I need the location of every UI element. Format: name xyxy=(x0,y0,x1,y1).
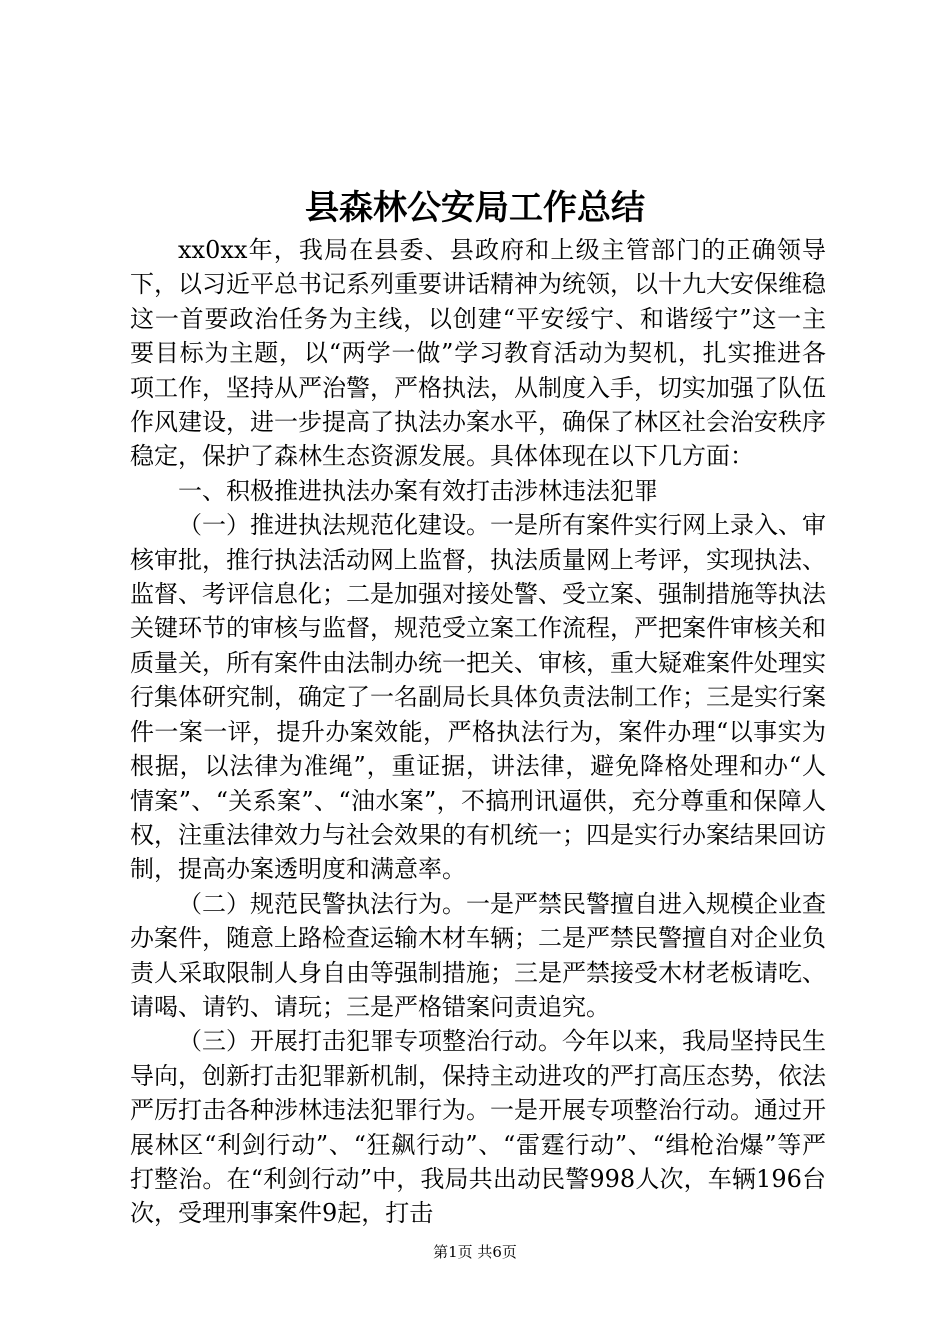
paragraph-item-3: （三）开展打击犯罪专项整治行动。今年以来，我局坚持民生导向，创新打击犯罪新机制，保持主动进攻的严打高压态势，依法严厉打击各种涉林违法犯罪行为。一是开展专项整治行动。通过开展林区“利剑行动”、“狂飙行动”、“雷霆行动”、“缉枪治爆”等严打整治。在“利剑行动”中，我局共出动民警998人次，车辆196台次，受理刑事案件9起，打击 xyxy=(130,1027,826,1228)
document-title: 县森林公安局工作总结 xyxy=(305,188,645,228)
section-heading-1: 一、积极推进执法办案有效打击涉林违法犯罪 xyxy=(178,476,658,505)
paragraph-intro: xx0xx年，我局在县委、县政府和上级主管部门的正确领导下，以习近平总书记系列重要讲话精神为统领，以十九大安保维稳这一首要政治任务为主线，以创建“平安绥宁、和谐绥宁”这一主要目标为主题，以“两学一做”学习教育活动为契机，扎实推进各项工作，坚持从严治警，严格执法，从制度入手，切实加强了队伍作风建设，进一步提高了执法办案水平，确保了林区社会治安秩序稳定，保护了森林生态资源发展。具体体现在以下几方面： xyxy=(130,236,826,471)
paragraph-item-1: （一）推进执法规范化建设。一是所有案件实行网上录入、审核审批，推行执法活动网上监督，执法质量网上考评，实现执法、监督、考评信息化；二是加强对接处警、受立案、强制措施等执法关键环节的审核与监督，规范受立案工作流程，严把案件审核关和质量关，所有案件由法制办统一把关、审核，重大疑难案件处理实行集体研究制，确定了一名副局长具体负责法制工作；三是实行案件一案一评，提升办案效能，严格执法行为，案件办理“以事实为根据，以法律为准绳”，重证据，讲法律，避免降格处理和办“人情案”、“关系案”、“油水案”，不搞刑讯逼供，充分尊重和保障人权，注重法律效力与社会效果的有机统一；四是实行办案结果回访制，提高办案透明度和满意率。 xyxy=(130,511,826,884)
paragraph-item-2: （二）规范民警执法行为。一是严禁民警擅自进入规模企业查办案件，随意上路检查运输木材车辆；二是严禁民警擅自对企业负责人采取限制人身自由等强制措施；三是严禁接受木材老板请吃、请喝、请钓、请玩；三是严格错案问责追究。 xyxy=(130,889,826,1021)
page-number-footer: 第1页 共6页 xyxy=(433,1243,517,1261)
document-body xyxy=(130,233,826,1231)
